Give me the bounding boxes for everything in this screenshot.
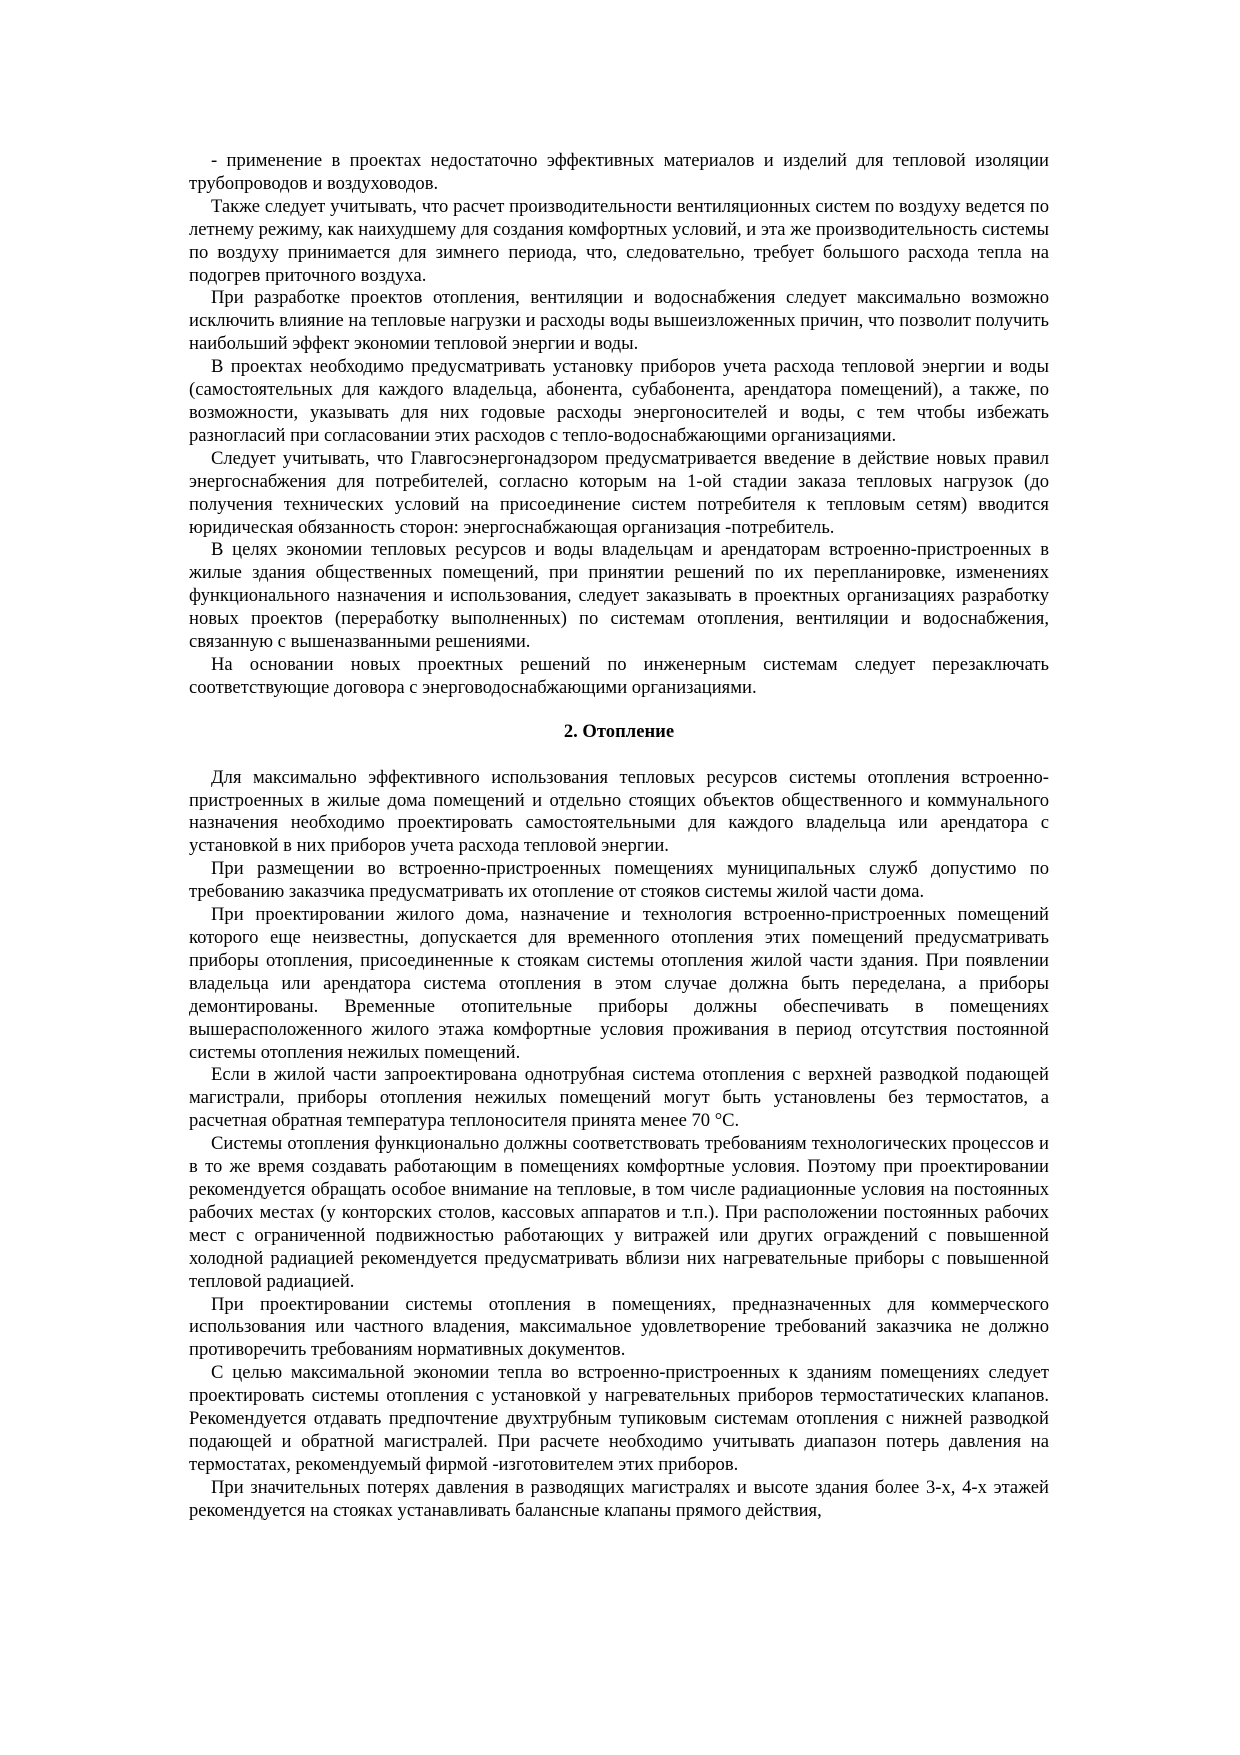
paragraph: При размещении во встроенно-пристроенных помещениях муниципальных служб допустимо по требованию заказчика предусматривать их отопление от стояков системы жилой части дома. [189, 858, 1049, 903]
paragraph: - применение в проектах недостаточно эффективных материалов и изделий для тепловой изоляции трубопроводов и воздуховодов. [189, 150, 1049, 194]
paragraph: В целях экономии тепловых ресурсов и воды владельцам и арендаторам встроенно-пристроенных в жилые здания общественных помещений, при принятии решений по их перепланировке, изменениях функционального назначения и использования, следует заказывать в проектных организациях разработку новых проектов (переработку выполненных) по системам отопления, вентиляции и водоснабжения, связанную с вышеназванными решениями. [189, 539, 1049, 653]
paragraph: При проектировании жилого дома, назначение и технология встроенно-пристроенных помещений которого еще неизвестны, допускается для временного отопления этих помещений предусматривать приборы отопления, присоединенные к стоякам системы отопления жилой части здания. При появлении владельца или арендатора система отопления в этом случае должна быть переделана, а приборы демонтированы. Временные отопительные приборы должны обеспечивать в помещениях вышерасположенного жилого этажа комфортные условия проживания в период отсутствия постоянной системы отопления нежилых помещений. [189, 904, 1049, 1063]
paragraph: При значительных потерях давления в разводящих магистралях и высоте здания более 3-х, 4-х этажей рекомендуется на стояках устанавливать балансные клапаны прямого действия, [189, 1476, 1049, 1521]
paragraph: Если в жилой части запроектирована однотрубная система отопления с верхней разводкой подающей магистрали, приборы отопления нежилых помещений могут быть установлены без термостатов, а расчетная обратная температура теплоносителя принята менее 70 °С. [189, 1064, 1049, 1132]
paragraph: С целью максимальной экономии тепла во встроенно-пристроенных к зданиям помещениях следует проектировать системы отопления с установкой у нагревательных приборов термостатических клапанов. Рекомендуется отдавать предпочтение двухтрубным тупиковым системам отопления с нижней разводкой подающей и обратной магистралей. При расчете необходимо учитывать диапазон потерь давления на термостатах, рекомендуемый фирмой -изготовителем этих приборов. [189, 1362, 1049, 1475]
paragraph: На основании новых проектных решений по инженерным системам следует перезаключать соответствующие договора с энерговодоснабжающими организациями. [189, 653, 1049, 698]
paragraph: При разработке проектов отопления, вентиляции и водоснабжения следует максимально возможно исключить влияние на тепловые нагрузки и расходы воды вышеизложенных причин, что позволит получить наибольший эффект экономии тепловой энергии и воды. [189, 287, 1049, 355]
paragraph: Также следует учитывать, что расчет производительности вентиляционных систем по воздуху ведется по летнему режиму, как наихудшему для создания комфортных условий, и эта же производительность системы по воздуху принимается для зимнего периода, что, следовательно, требует большого расхода тепла на подогрев приточного воздуха. [189, 195, 1049, 286]
document-body [189, 150, 1049, 1523]
section-heading: 2. Отопление [563, 720, 675, 742]
paragraph: Следует учитывать, что Главгосэнергонадзором предусматривается введение в действие новых правил энергоснабжения для потребителей, согласно которым на 1-ой стадии заказа тепловых нагрузок (до получения технических условий на присоединение систем потребителя к тепловым сетям) вводится юридическая обязанность сторон: энергоснабжающая организация -потребитель. [189, 447, 1049, 538]
paragraph: При проектировании системы отопления в помещениях, предназначенных для коммерческого использования или частного владения, максимальное удовлетворение требований заказчика не должно противоречить требованиям нормативных документов. [189, 1293, 1049, 1361]
paragraph: Системы отопления функционально должны соответствовать требованиям технологических процессов и в то же время создавать работающим в помещениях комфортные условия. Поэтому при проектировании рекомендуется обращать особое внимание на тепловые, в том числе радиационные условия на постоянных рабочих местах (у конторских столов, кассовых аппаратов и т.п.). При расположении постоянных рабочих мест с ограниченной подвижностью работающих у витражей или других ограждений с повышенной холодной радиацией рекомендуется предусматривать вблизи них нагревательные приборы с повышенной тепловой радиацией. [189, 1133, 1049, 1292]
paragraph: Для максимально эффективного использования тепловых ресурсов системы отопления встроенно-пристроенных в жилые дома помещений и отдельно стоящих объектов общественного и коммунального назначения необходимо проектировать самостоятельными для каждого владельца или арендатора с установкой в них приборов учета расхода тепловой энергии. [189, 766, 1049, 857]
paragraph: В проектах необходимо предусматривать установку приборов учета расхода тепловой энергии и воды (самостоятельных для каждого владельца, абонента, субабонента, арендатора помещений), а также, по возможности, указывать для них годовые расходы энергоносителей и воды, с тем чтобы избежать разногласий при согласовании этих расходов с тепло-водоснабжающими организациями. [189, 356, 1049, 446]
